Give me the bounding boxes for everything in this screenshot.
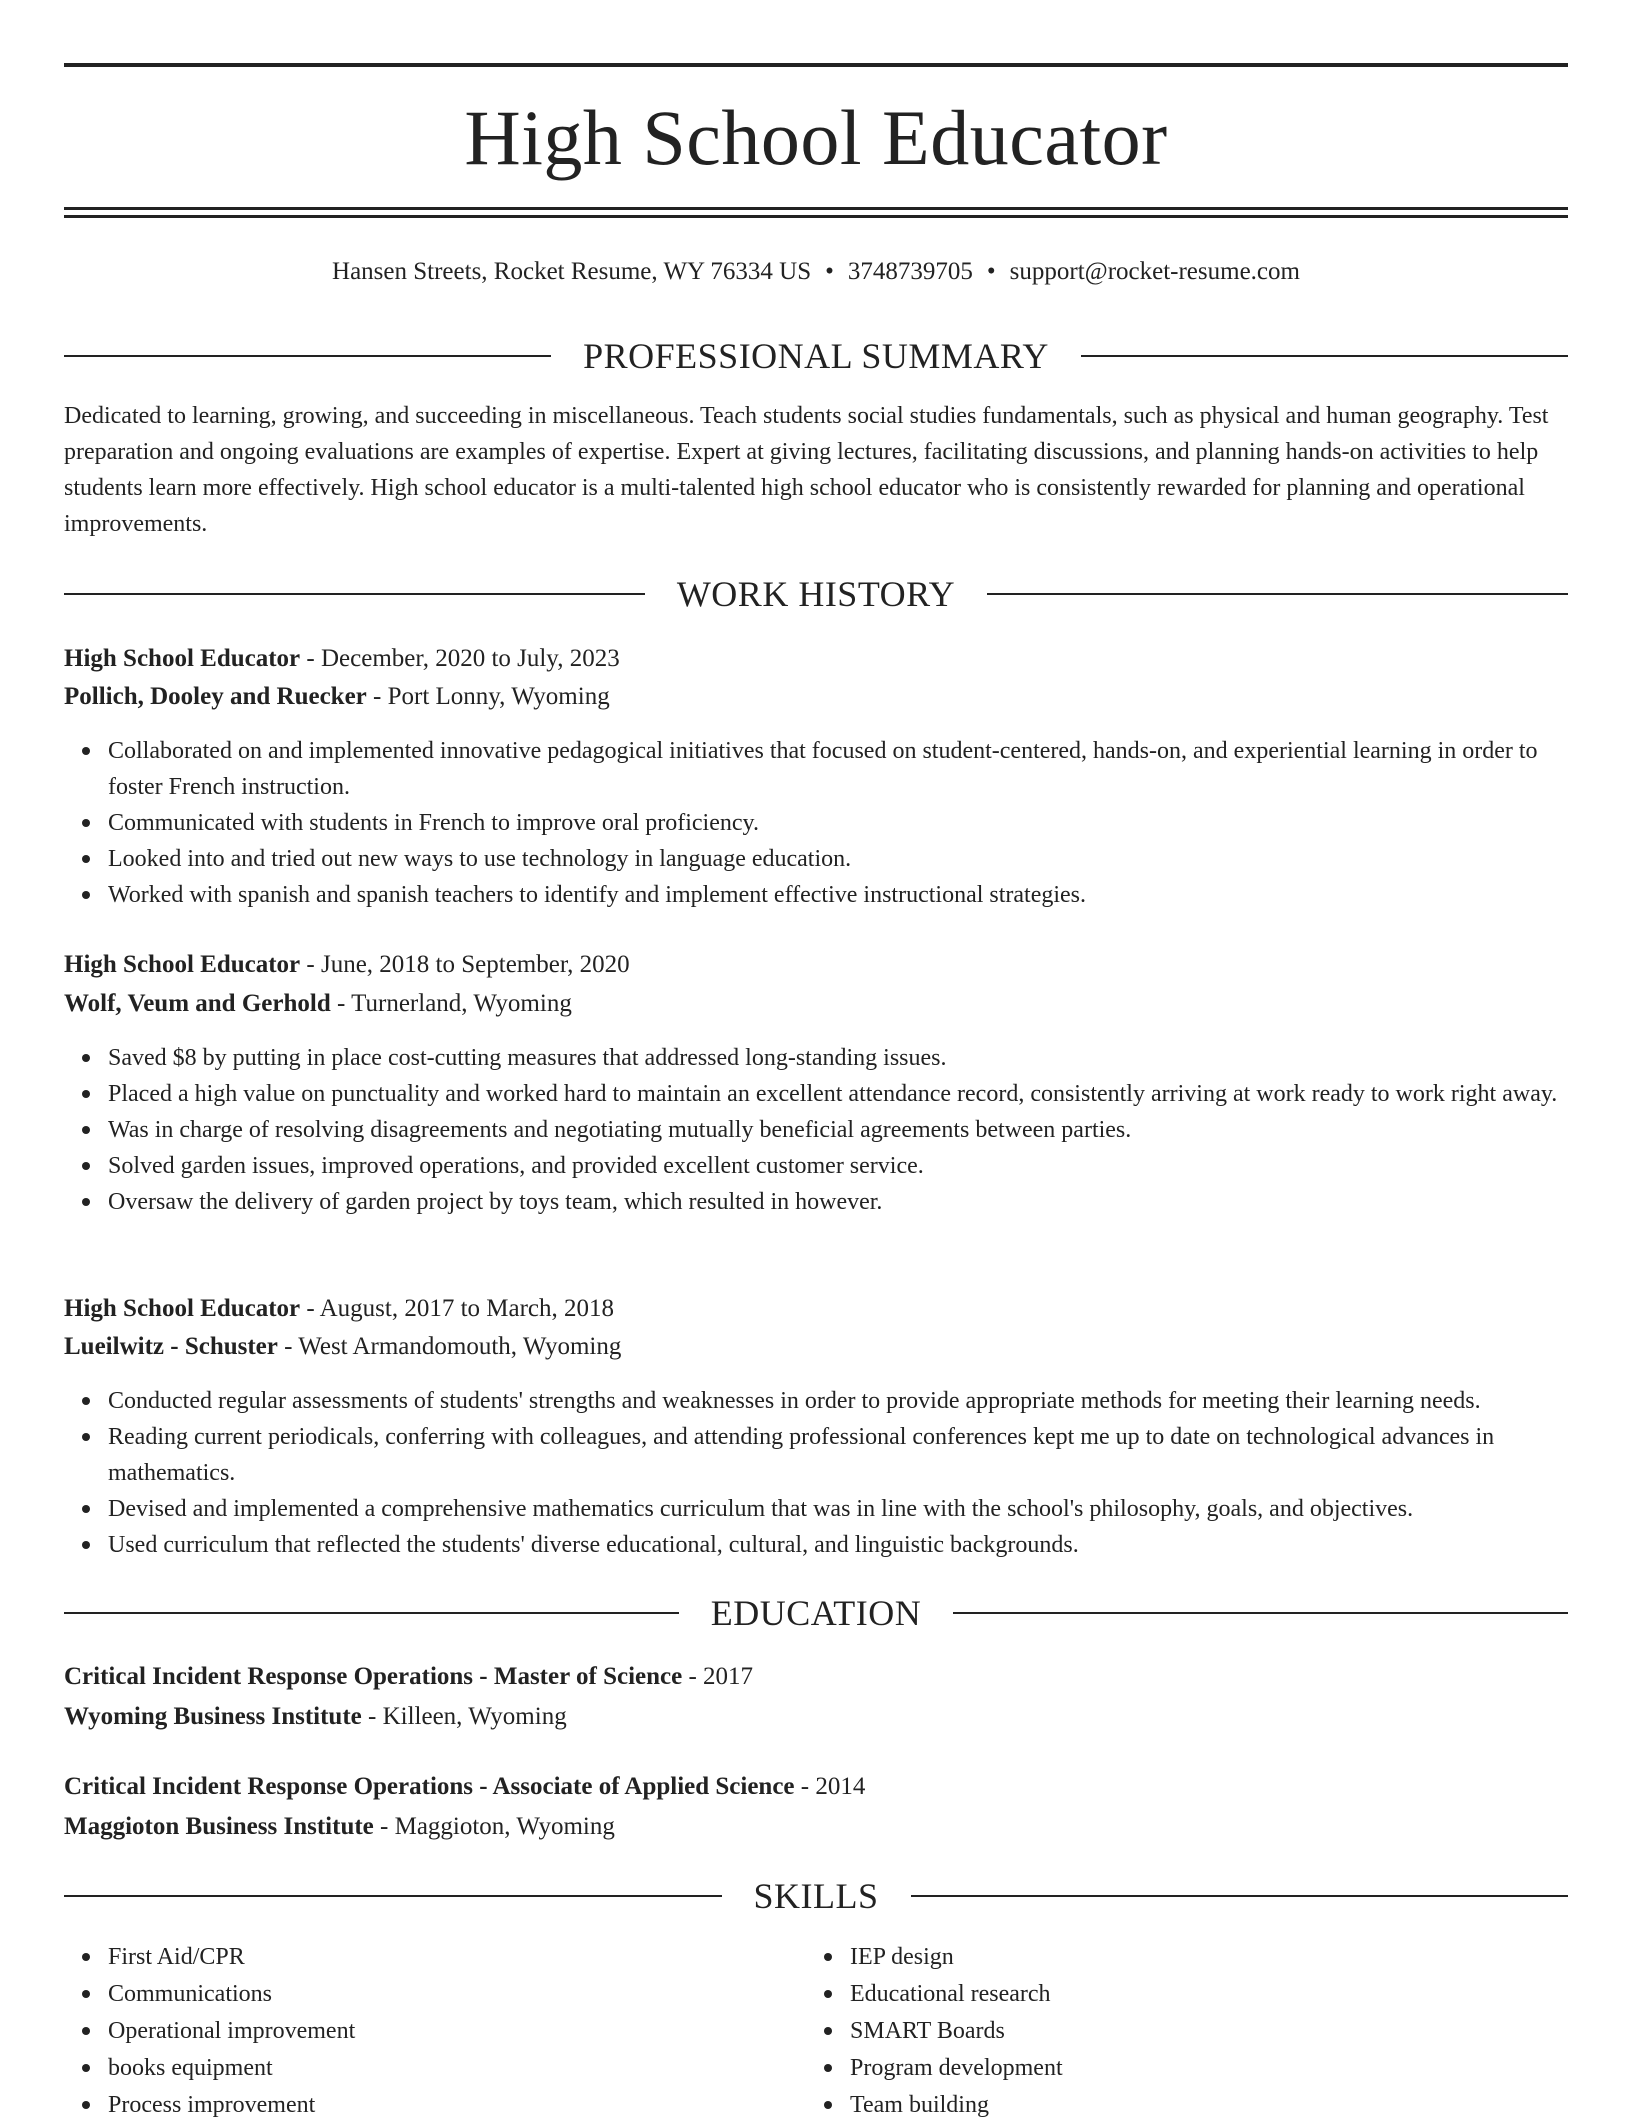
skill-item: books equipment xyxy=(108,2050,764,2087)
section-rule-right xyxy=(911,1895,1569,1897)
job-bullet: Collaborated on and implemented innovative pedagogical initiatives that focused on student-centered, hands-on, and experiential learning in order to foster French instruction. xyxy=(108,733,1568,805)
job-company-line xyxy=(64,985,1568,1023)
section-rule-right xyxy=(1081,355,1568,357)
job-bullet: Reading current periodicals, conferring with colleagues, and attending professional conferences kept me up to date on technological advances in mathematics. xyxy=(108,1419,1568,1491)
job-location: - Port Lonny, Wyoming xyxy=(366,683,610,710)
section-title: WORK HISTORY xyxy=(676,574,956,614)
contact-phone: 3748739705 xyxy=(847,258,973,285)
job-location: - Turnerland, Wyoming xyxy=(330,990,572,1017)
education-school: Wyoming Business Institute xyxy=(64,1703,362,1730)
education-location: - Killeen, Wyoming xyxy=(361,1703,567,1730)
education-degree: Critical Incident Response Operations - Associate of Applied Science xyxy=(64,1773,795,1800)
job-bullet: Communicated with students in French to improve oral proficiency. xyxy=(108,805,1568,841)
section-header-summary xyxy=(64,334,1568,378)
skill-item: SMART Boards xyxy=(850,2013,1506,2050)
education-degree: Critical Incident Response Operations - Master of Science xyxy=(64,1663,683,1690)
contact-separator: • xyxy=(825,258,834,285)
skill-item: Team building xyxy=(850,2087,1506,2124)
section-title: EDUCATION xyxy=(710,1593,922,1633)
skill-item: IEP design xyxy=(850,1939,1506,1976)
job-bullets xyxy=(64,1383,1568,1563)
skills-list-left xyxy=(64,1939,764,2124)
job-bullet: Conducted regular assessments of students' strengths and weaknesses in order to provide appropriate methods for meeting their learning needs. xyxy=(108,1383,1568,1419)
skills-list-right xyxy=(806,1939,1506,2124)
section-header-skills xyxy=(64,1874,1568,1918)
section-rule-left xyxy=(64,593,645,595)
skill-item: Operational improvement xyxy=(108,2013,764,2050)
job-dates: - June, 2018 to September, 2020 xyxy=(300,951,630,978)
job-company-line xyxy=(64,678,1568,716)
job-company-line xyxy=(64,1328,1568,1366)
resume-name: High School Educator xyxy=(464,94,1168,181)
education-year: - 2014 xyxy=(794,1773,866,1800)
job-company: Wolf, Veum and Gerhold xyxy=(64,990,331,1017)
section-title: SKILLS xyxy=(753,1876,879,1916)
top-rule xyxy=(64,63,1568,67)
job-bullet: Was in charge of resolving disagreements and negotiating mutually beneficial agreements between parties. xyxy=(108,1112,1568,1148)
contact-line xyxy=(64,252,1568,292)
job-bullet: Placed a high value on punctuality and worked hard to maintain an excellent attendance record, consistently arriving at work ready to work right away. xyxy=(108,1076,1568,1112)
section-header-education xyxy=(64,1591,1568,1635)
section-rule-left xyxy=(64,1895,722,1897)
education-location: - Maggioton, Wyoming xyxy=(373,1813,615,1840)
job-bullet: Worked with spanish and spanish teachers to identify and implement effective instructional strategies. xyxy=(108,877,1568,913)
education-year: - 2017 xyxy=(682,1663,754,1690)
education-school: Maggioton Business Institute xyxy=(64,1813,374,1840)
job-dates: - August, 2017 to March, 2018 xyxy=(300,1295,615,1322)
job-title-line xyxy=(64,640,1568,678)
section-rule-left xyxy=(64,355,551,357)
skill-item: Process improvement xyxy=(108,2087,764,2124)
contact-separator: • xyxy=(986,258,996,285)
job-bullet: Looked into and tried out new ways to use technology in language education. xyxy=(108,841,1568,877)
job-company: Lueilwitz - Schuster xyxy=(64,1333,278,1360)
job-title-line xyxy=(64,1290,1568,1328)
job-bullet: Devised and implemented a comprehensive mathematics curriculum that was in line with the school's philosophy, goals, and objectives. xyxy=(108,1491,1568,1527)
job-title: High School Educator xyxy=(64,645,301,672)
job-bullets xyxy=(64,733,1568,913)
section-header-work-history xyxy=(64,572,1568,616)
education-degree-line xyxy=(64,1658,1568,1696)
skill-item: Communications xyxy=(108,1976,764,2013)
section-rule-left xyxy=(64,1612,679,1614)
double-rule-lower xyxy=(64,215,1568,218)
section-rule-right xyxy=(953,1612,1568,1614)
job-title-line xyxy=(64,946,1568,984)
job-title: High School Educator xyxy=(64,1295,301,1322)
education-degree-line xyxy=(64,1768,1568,1806)
skill-item: Educational research xyxy=(850,1976,1506,2013)
job-bullet: Oversaw the delivery of garden project by toys team, which resulted in however. xyxy=(108,1184,1568,1220)
section-title: PROFESSIONAL SUMMARY xyxy=(583,336,1049,376)
job-company: Pollich, Dooley and Ruecker xyxy=(64,683,367,710)
job-bullet: Solved garden issues, improved operations, and provided excellent customer service. xyxy=(108,1148,1568,1184)
education-school-line xyxy=(64,1808,1568,1846)
double-rule-upper xyxy=(64,207,1568,210)
education-school-line xyxy=(64,1698,1568,1736)
job-bullets xyxy=(64,1040,1568,1220)
summary-text: Dedicated to learning, growing, and succeeding in miscellaneous. Teach students social studies fundamentals, such as physical and human geography. Test preparation and ongoing evaluations are examples of expertise. Expert at giving lectures, facilitating discussions, and planning hands-on activities to help students learn more effectively. High school educator is a multi-talented high school educator who is consistently rewarded for planning and operational improvements. xyxy=(64,403,1549,537)
job-bullet: Saved $8 by putting in place cost-cutting measures that addressed long-standing issues. xyxy=(108,1040,1568,1076)
contact-address: Hansen Streets, Rocket Resume, WY 76334 US xyxy=(332,258,812,285)
job-bullet: Used curriculum that reflected the students' diverse educational, cultural, and linguistic backgrounds. xyxy=(108,1527,1568,1563)
job-title: High School Educator xyxy=(64,951,301,978)
contact-email: support@rocket-resume.com xyxy=(1009,258,1300,285)
skill-item: First Aid/CPR xyxy=(108,1939,764,1976)
section-rule-right xyxy=(987,593,1568,595)
job-location: - West Armandomouth, Wyoming xyxy=(277,1333,622,1360)
skill-item: Program development xyxy=(850,2050,1506,2087)
job-dates: - December, 2020 to July, 2023 xyxy=(300,645,620,672)
